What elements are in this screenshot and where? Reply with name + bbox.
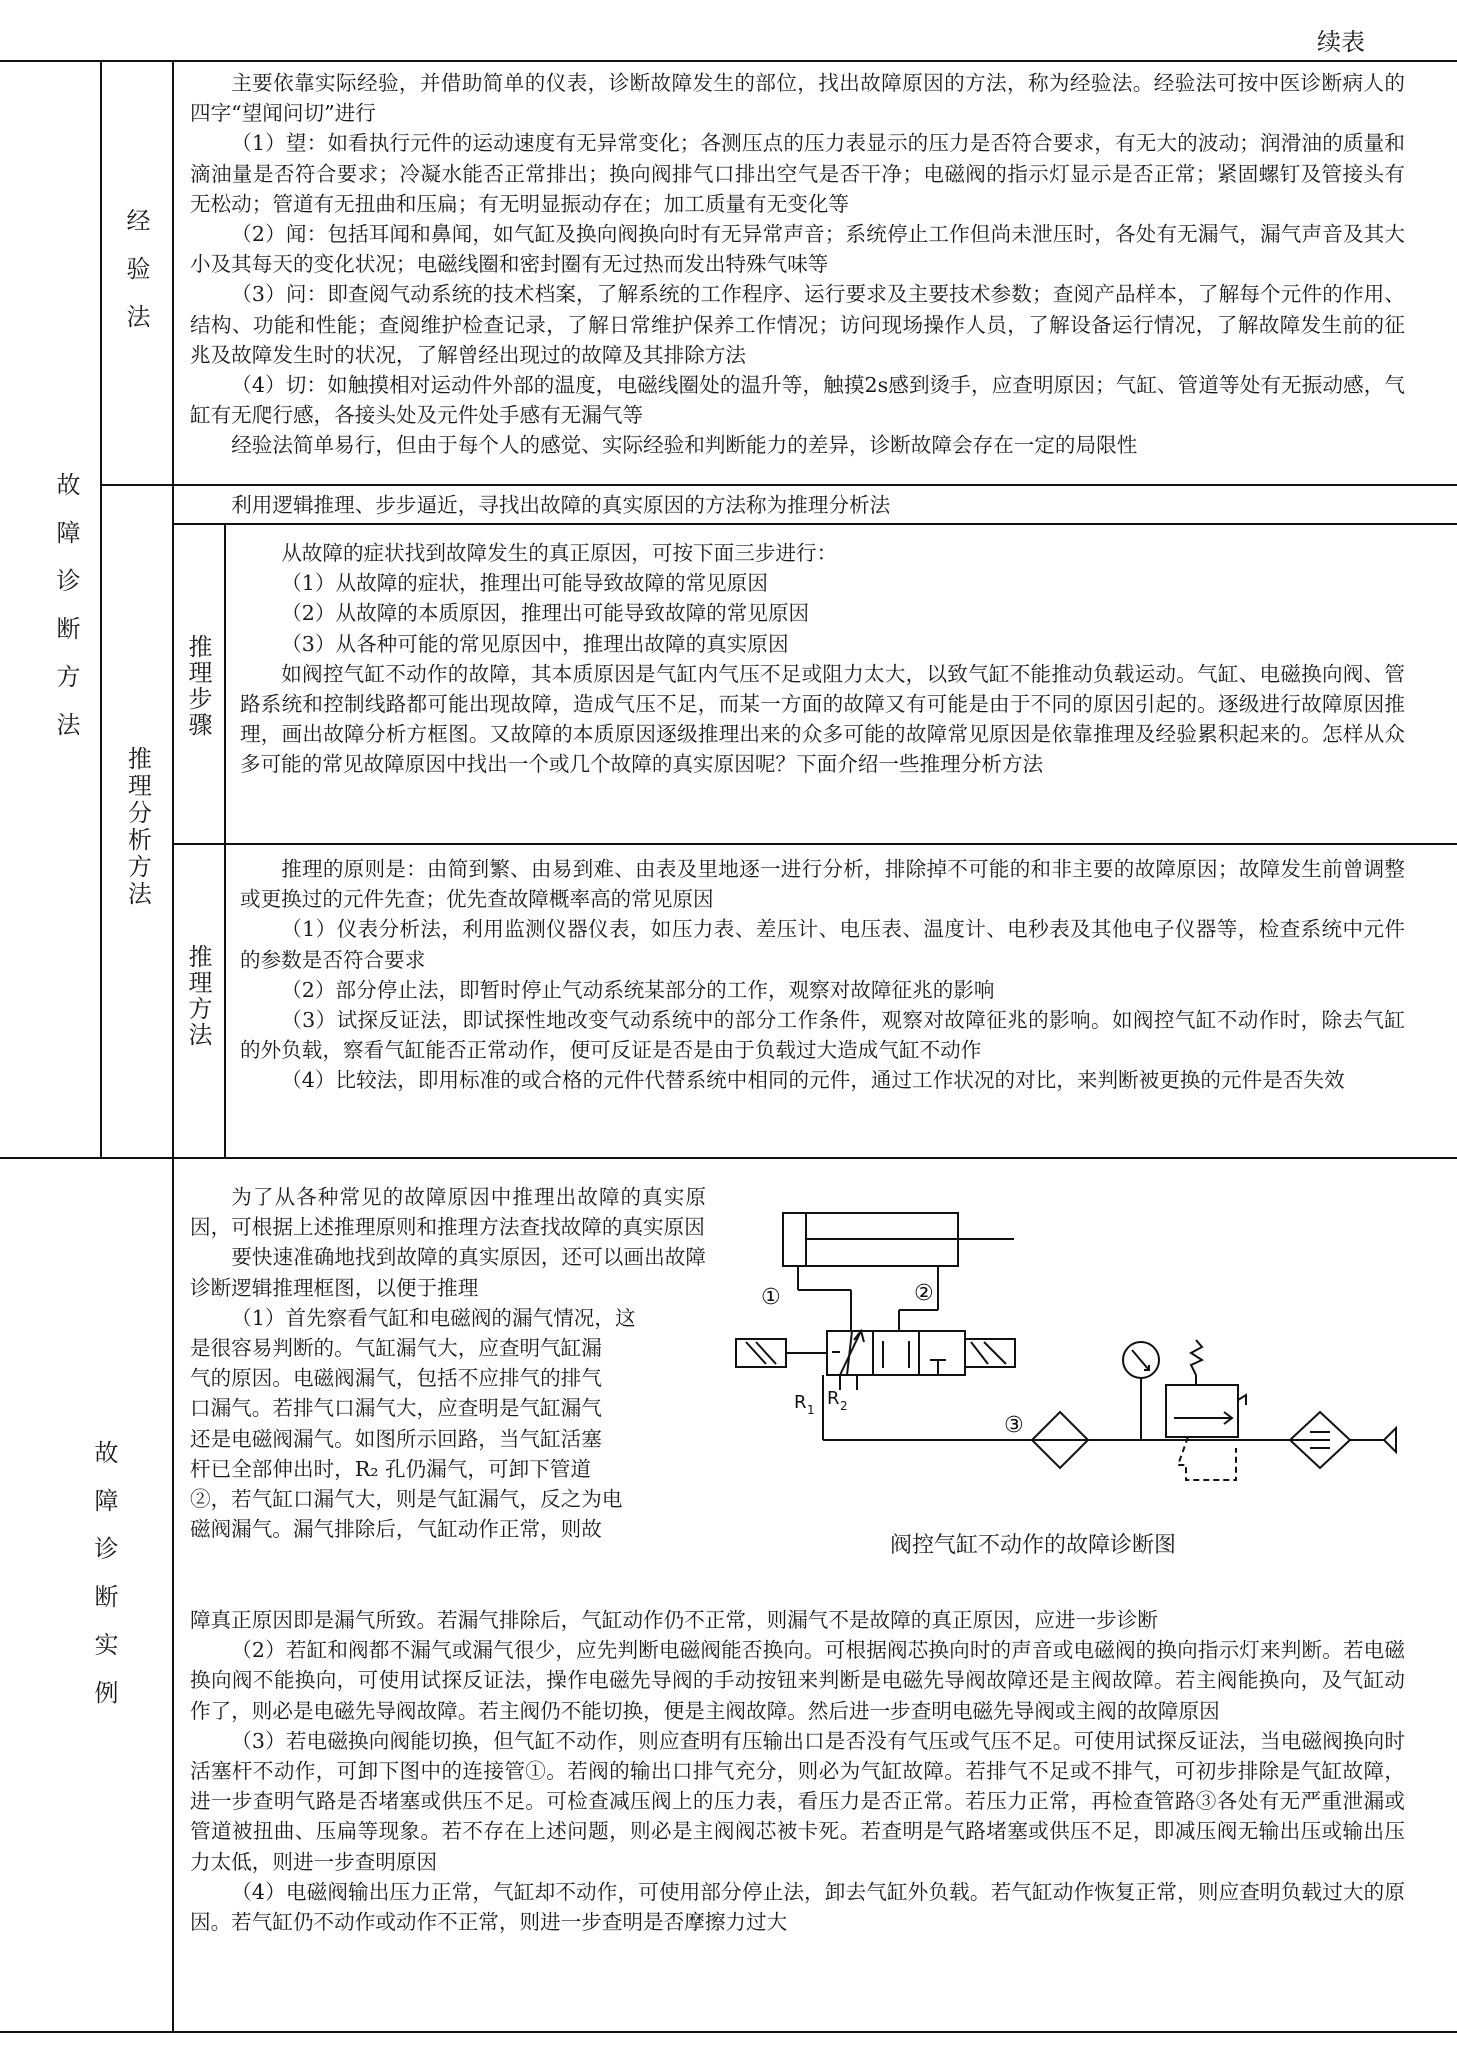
steps-paragraph: （1）从故障的症状，推理出可能导致故障的常见原因: [281, 571, 768, 596]
col-divider-3: [224, 523, 226, 1157]
experience-paragraph: 主要依靠实际经验，并借助简单的仪表，诊断故障发生的部位，找出故障原因的方法，称为经验法。经验法可按中医诊断病人的四字“望闻问切”进行: [190, 71, 1405, 126]
cylinder-symbol: [783, 1213, 1014, 1331]
example-line: 磁阀漏气。漏气排除后，气缸动作正常，则故: [190, 1517, 602, 1542]
pressure-gauge-symbol: [1123, 1342, 1159, 1440]
reasoning-methods-content: [240, 854, 1405, 1096]
example-line: （1）首先察看气缸和电磁阀的漏气情况，这: [231, 1305, 636, 1330]
row-divider-experience: [100, 484, 1457, 486]
table-top-border: [0, 60, 1457, 62]
example-paragraph: 要快速准确地找到故障的真实原因，还可以画出故障诊断逻辑推理框图，以便于推理: [190, 1245, 706, 1300]
methods-paragraph: （2）部分停止法，即暂时停止气动系统某部分的工作，观察对故障征兆的影响: [281, 977, 995, 1002]
exhaust-label-r2: R: [827, 1388, 840, 1409]
example-paragraph: （3）若电磁换向阀能切换，但气缸不动作，则应查明有压输出口是否没有气压或气压不足。可使用试探反证法，当电磁阀换向时活塞杆不动作，可卸下图中的连接管①。若阀的输出口排气充分，则必为气缸故障。若排气不足或不排气，可初步排除是气缸故障，进一步查明气路是否堵塞或供压不足。可检查减压阀上的压力表，看压力是否正常。若压力正常，再检查管路③各处有无严重泄漏或管道被扭曲、压扁等现象。若不存在上述问题，则必是主阀阀芯被卡死。若查明是气路堵塞或供压不足，即减压阀无输出压或输出压力太低，则进一步查明原因: [190, 1728, 1405, 1874]
example-left-column: [190, 1182, 706, 1544]
col-divider-1: [100, 61, 102, 1157]
steps-paragraph: （3）从各种可能的常见原因中，推理出故障的真实原因: [281, 631, 789, 656]
example-line: ②，若气缸口漏气大，则是气缸漏气，反之为电: [190, 1487, 623, 1512]
header-diagnosis-example: 故障诊断实例: [90, 1440, 118, 1728]
methods-paragraph: （4）比较法，即用标准的或合格的元件代替系统中相同的元件，通过工作状况的对比，来判断被更换的元件是否失效: [281, 1068, 1345, 1093]
experience-paragraph: （4）切：如触摸相对运动件外部的温度，电磁线圈处的温升等，触摸2s感到烫手，应查明原因；气缸、管道等处有无振动感，气缸有无爬行感，各接头处及元件处手感有无漏气等: [190, 373, 1405, 428]
steps-paragraph: 从故障的症状找到故障发生的真正原因，可按下面三步进行：: [281, 541, 838, 565]
experience-paragraph: （3）问：即查阅气动系统的技术档案，了解系统的工作程序、运行要求及主要技术参数；查阅产品样本，了解每个元件的作用、结构、功能和性能；查阅维护检查记录，了解日常维护保养工作情况；访问现场操作人员，了解设备运行情况，了解故障发生前的征兆及故障发生时的状况，了解曾经出现过的故障及其排除方法: [190, 282, 1405, 367]
reasoning-intro: [190, 490, 1405, 520]
header-diagnosis-method: 故障诊断方法: [52, 472, 80, 760]
header-reasoning-methods: 推理方法: [184, 944, 212, 1048]
pressure-regulator-symbol: [1166, 1340, 1246, 1480]
exhaust-label-r1-sub: 1: [807, 1403, 815, 1417]
table-bottom-border: [0, 2031, 1457, 2033]
exhaust-label-r2-sub: 2: [840, 1399, 848, 1413]
figure-caption: 阀控气缸不动作的故障诊断图: [890, 1533, 1177, 1558]
example-line: 口漏气。若排气口漏气大，应查明是气缸漏气: [190, 1396, 602, 1421]
example-full-width: [190, 1605, 1405, 1937]
reasoning-steps-content: [240, 538, 1405, 780]
experience-content: [190, 68, 1405, 461]
example-paragraph: 为了从各种常见的故障原因中推理出故障的真实原因，可根据上述推理原则和推理方法查找故障的真实原因: [190, 1185, 706, 1240]
header-reasoning-steps: 推理步骤: [184, 634, 212, 738]
experience-paragraph: 经验法简单易行，但由于每个人的感觉、实际经验和判断能力的差异，诊断故障会存在一定的局限性: [231, 433, 1138, 458]
example-line: 是很容易判断的。气缸漏气大，应查明气缸漏: [190, 1336, 602, 1361]
col-divider-2: [172, 61, 174, 2031]
reasoning-intro-text: 利用逻辑推理、步步逼近，寻找出故障的真实原因的方法称为推理分析法: [231, 493, 891, 517]
methods-paragraph: （3）试探反证法，即试探性地改变气动系统中的部分工作条件，观察对故障征兆的影响。如阀控气缸不动作时，除去气缸的外负载，察看气缸能否正常动作，便可反证是否是由于负载过大造成气缸不动作: [240, 1008, 1405, 1063]
row-divider-steps: [172, 843, 1457, 845]
example-line: 障真正原因即是漏气所致。若漏气排除后，气缸动作仍不正常，则漏气不是故障的真正原因，应进一步诊断: [190, 1608, 1158, 1632]
continued-label: 续表: [1317, 28, 1365, 56]
example-line: 杆已全部伸出时，R₂ 孔仍漏气，可卸下管道: [190, 1456, 591, 1481]
port-label-2: ②: [914, 1281, 934, 1306]
directional-valve-symbol: [736, 1331, 1015, 1390]
exhaust-label-r1: R: [794, 1392, 807, 1413]
experience-paragraph: （2）闻：包括耳闻和鼻闻，如气缸及换向阀换向时有无异常声音；系统停止工作但尚未泄压时，各处有无漏气，漏气声音及其大小及其每天的变化状况；电磁线圈和密封圈有无过热而发出特殊气味等: [190, 222, 1405, 277]
header-reasoning-analysis: 推理分析方法: [123, 746, 152, 908]
header-experience-method: 经验法: [122, 208, 150, 352]
steps-paragraph: （2）从故障的本质原因，推理出可能导致故障的常见原因: [281, 601, 810, 626]
experience-paragraph: （1）望：如看执行元件的运动速度有无异常变化；各测压点的压力表显示的压力是否符合要求，有无大的波动；润滑油的质量和滴油量是否符合要求；冷凝水能否正常排出；换向阀排气口排出空气是否干净；电磁阀的指示灯显示是否正常；紧固螺钉及管接头有无松动；管道有无扭曲和压扁；有无明显振动存在；加工质量有无变化等: [190, 131, 1405, 216]
example-paragraph: （4）电磁阀输出压力正常，气缸却不动作，可使用部分停止法，卸去气缸外负载。若气缸动作恢复正常，则应查明负载过大的原因。若气缸仍不动作或动作不正常，则进一步查明是否摩擦力过大: [190, 1879, 1405, 1935]
row-divider-methods-end: [0, 1157, 1457, 1159]
example-paragraph: （2）若缸和阀都不漏气或漏气很少，应先判断电磁阀能否换向。可根据阀芯换向时的声音或电磁阀的换向指示灯来判断。若电磁换向阀不能换向，可使用试探反证法，操作电磁先导阀的手动按钮来判断是电磁先导阀故障还是主阀故障。若主阀能换向，及气缸动作了，则必是电磁先导阀故障。若主阀仍不能切换，便是主阀故障。然后进一步查明电磁先导阀或主阀的故障原因: [190, 1638, 1405, 1723]
example-line: 还是电磁阀漏气。如图所示回路，当气缸活塞: [190, 1426, 602, 1451]
pipe-label-3: ③: [1004, 1413, 1024, 1438]
steps-paragraph: 如阀控气缸不动作的故障，其本质原因是气缸内气压不足或阻力太大，以致气缸不能推动负载运动。气缸、电磁换向阀、管路系统和控制线路都可能出现故障，造成气压不足，而某一方面的故障又有可能是由于不同的原因引起的。逐级进行故障原因推理，画出故障分析方框图。又故障的本质原因逐级推理出来的众多可能的故障常见原因是依靠推理及经验累积起来的。怎样从众多可能的常见故障原因中找出一个或几个故障的真实原因呢？下面介绍一些推理分析方法: [240, 661, 1405, 777]
methods-paragraph: 推理的原则是：由简到繁、由易到难、由表及里地逐一进行分析，排除掉不可能的和非主要的故障原因；故障发生前曾调整或更换过的元件先查；优先查故障概率高的常见原因: [240, 857, 1405, 912]
methods-paragraph: （1）仪表分析法，利用监测仪器仪表，如压力表、差压计、电压表、温度计、电秒表及其他电子仪器等，检查系统中元件的参数是否符合要求: [240, 917, 1405, 972]
pneumatic-circuit-diagram: [716, 1200, 1406, 1520]
example-line: 气的原因。电磁阀漏气，包括不应排气的排气: [190, 1366, 602, 1391]
port-label-1: ①: [761, 1285, 781, 1310]
row-divider-reasoning-intro: [172, 523, 1457, 525]
